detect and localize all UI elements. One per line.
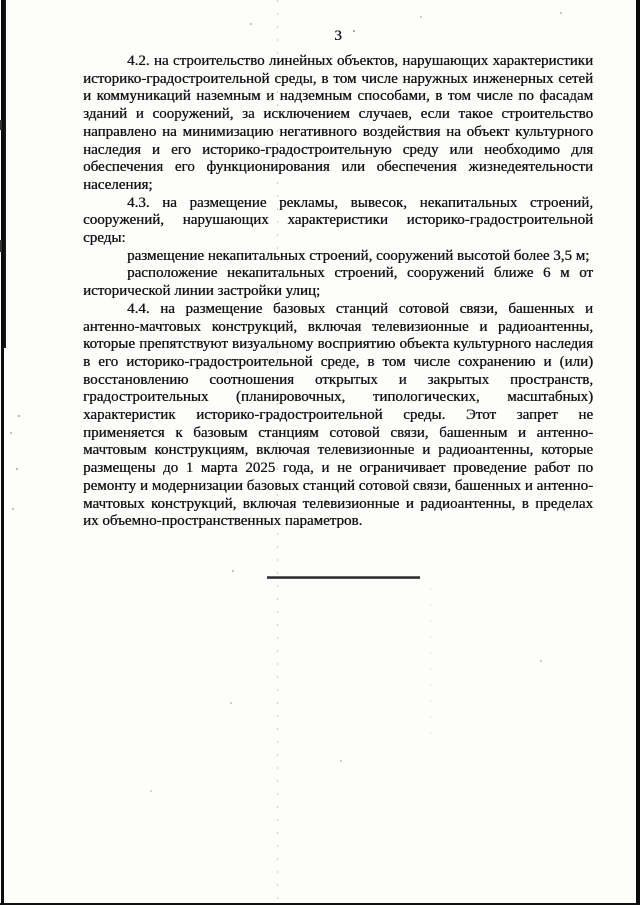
clause-4-3-item-2: расположение некапитальных строений, сооружений ближе 6 м от исторической линии застройки улиц; — [83, 265, 593, 300]
scan-noise — [0, 0, 2, 2]
clause-4-4: 4.4. на размещение базовых станций сотовой связи, башенных и антенно-мачтовых конструкций, включая телевизионные и радиоантенны, которые препятствуют визуальному восприятию объекта культурного наследия в его историко-градостроительной среде, в том числе сохранению и (или) восстановлению соотношения открытых и закрытых пространств, градостроительных (планировочных, типологических, масштабных) характеристик историко-градостроительной среды. Этот запрет не применяется к базовым станциям сотовой связи, башенным и антенно-мачтовым конструкциям, включая телевизионные и радиоантенны, которые размещены до 1 марта 2025 года, и не ограничивает проведение работ по ремонту и модернизации базовых станций сотовой связи, башенных и антенно-мачтовых конструкций, включая телевизионные и радиоантенны, в пределах их объемно-пространственных параметров. — [83, 300, 593, 530]
fold-line-secondary — [430, 588, 431, 738]
document-body — [83, 53, 593, 531]
clause-4-3: 4.3. на размещение рекламы, вывесок, некапитальных строений, сооружений, нарушающих характеристики историко-градостроительной среды: — [83, 194, 593, 247]
scan-edge-left-upper — [4, 0, 6, 348]
clause-4-2: 4.2. на строительство линейных объектов, нарушающих характеристики историко-градостроительной среды, в том числе наружных инженерных сетей и коммуникаций наземным и надземным способами, в том числе по фасадам зданий и сооружений, за исключением случаев, если такое строительство направлено на минимизацию негативного воздействия на объект культурного наследия и его историко-градостроительную среду или необходимо для обеспечения его функционирования или обеспечения жизнедеятельности населения; — [83, 53, 593, 193]
clause-4-3-item-1: размещение некапитальных строений, сооружений высотой более 3,5 м; — [127, 247, 590, 264]
scan-edge-mark — [0, 120, 2, 130]
scan-edge-mark — [0, 240, 2, 252]
end-divider — [267, 576, 420, 579]
page-number: 3 — [334, 28, 342, 44]
scan-edge-right — [636, 0, 640, 905]
